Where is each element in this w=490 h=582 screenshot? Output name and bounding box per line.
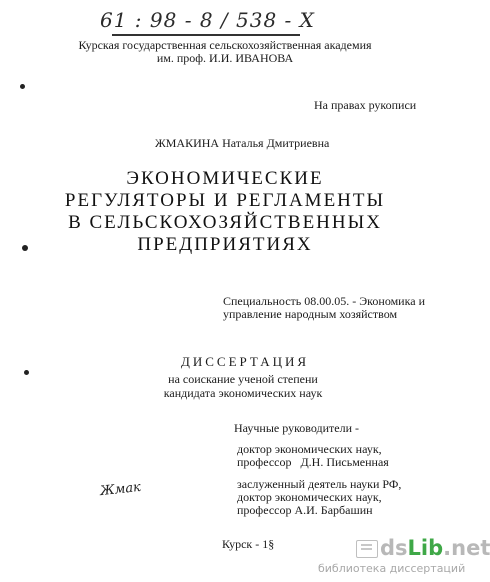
title-line: ЭКОНОМИЧЕСКИЕ — [126, 168, 324, 189]
dissertation-title — [0, 168, 450, 256]
archive-underline — [112, 34, 300, 36]
watermark-brand-suffix: .net — [443, 536, 490, 560]
watermark-brand[interactable] — [380, 536, 490, 560]
advisor-line: профессор Д.Н. Письменная — [237, 455, 389, 469]
title-line: ПРЕДПРИЯТИЯХ — [137, 234, 313, 255]
specialty-line: Специальность 08.00.05. - Экономика и — [223, 294, 425, 308]
academy-name-honorific: им. проф. И.И. ИВАНОВА — [156, 51, 294, 65]
watermark-brand-prefix: ds — [380, 536, 408, 560]
advisor-line: доктор экономических наук, — [237, 490, 382, 504]
document-type: ДИССЕРТАЦИЯ — [180, 354, 310, 369]
watermark-brand-lib: Lib — [407, 536, 444, 560]
specialty-line: управление народным хозяйством — [223, 307, 398, 321]
signature: Жмак — [99, 479, 142, 500]
title-line: РЕГУЛЯТОРЫ И РЕГЛАМЕНТЫ — [64, 190, 386, 211]
place-year: Курск - 1§ — [222, 537, 275, 551]
degree-line: на соискание ученой степени — [168, 372, 318, 386]
watermark-subtitle: библиотека диссертаций — [318, 562, 466, 575]
advisor-line: профессор А.И. Барбашин — [237, 503, 373, 517]
advisor-line: заслуженный деятель науки РФ, — [237, 477, 402, 491]
manuscript-note: На правах рукописи — [314, 98, 417, 112]
author-name: ЖМАКИНА Наталья Дмитриевна — [155, 136, 330, 150]
archive-number: 61 : 98 - 8 / 538 - X — [100, 8, 315, 32]
academy-name: Курская государственная сельскохозяйственная академия — [78, 38, 372, 52]
advisors-heading: Научные руководители - — [234, 421, 360, 435]
advisor-line: доктор экономических наук, — [237, 442, 382, 456]
title-line: В СЕЛЬСКОХОЗЯЙСТВЕННЫХ — [68, 212, 382, 233]
scan-speck — [20, 84, 25, 89]
book-icon — [356, 540, 378, 558]
degree-line: кандидата экономических наук — [163, 386, 323, 400]
